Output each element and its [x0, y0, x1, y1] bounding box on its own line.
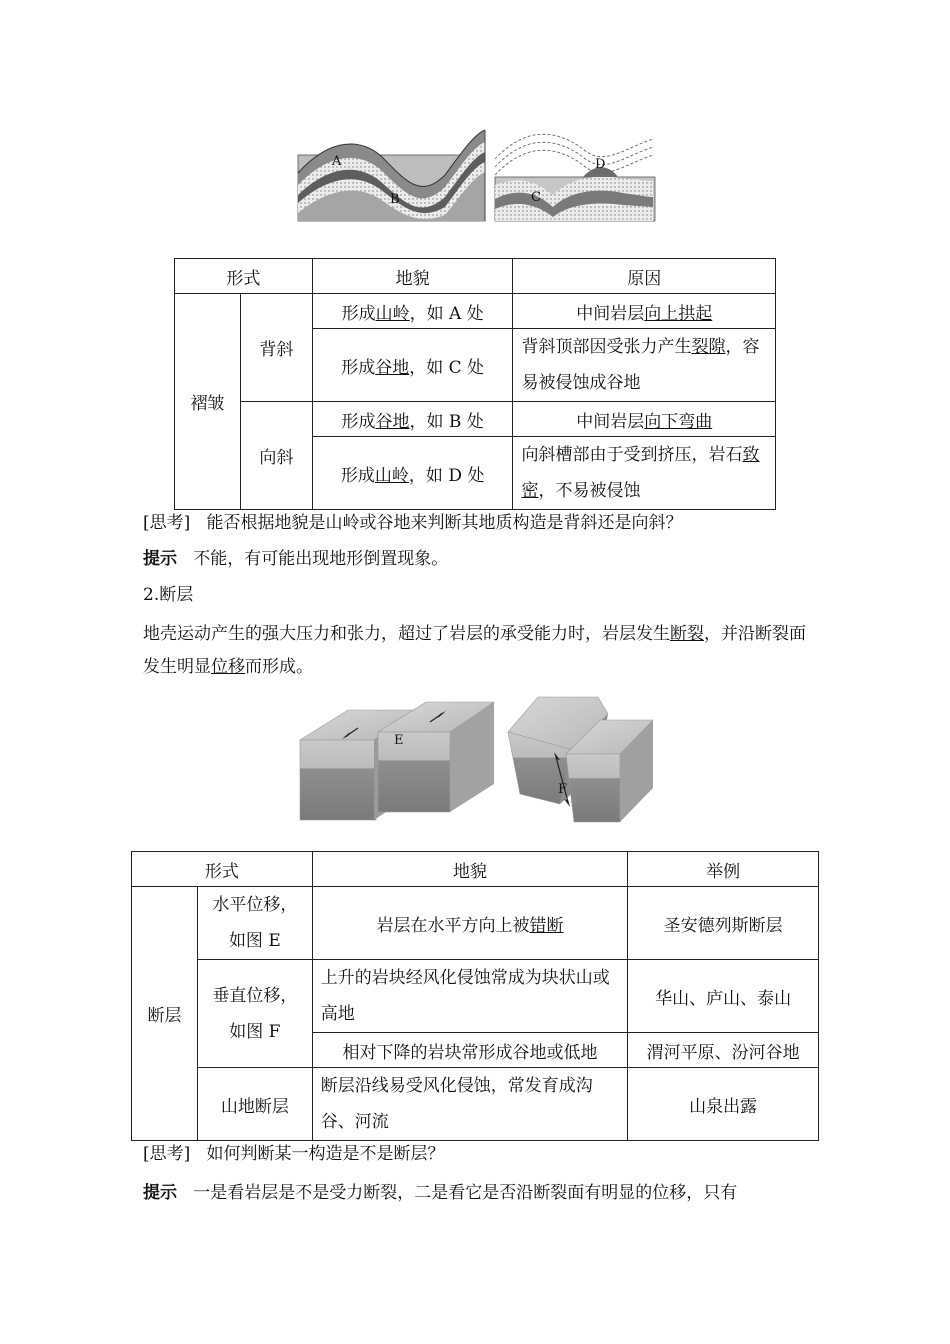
fault-label-f: F [558, 782, 568, 797]
fault-example-cell: 山泉出露 [628, 1068, 819, 1141]
think2-tag: [思考] [143, 1144, 191, 1164]
fold-header-landform: 地貌 [312, 259, 513, 294]
fold-landform-cell: 形成谷地，如 C 处 [312, 329, 513, 402]
fold-label-a: A [332, 154, 342, 169]
fold-block-right [495, 134, 655, 221]
fault-form-cell: 垂直位移，如图 F [197, 960, 312, 1068]
fault-landform-cell: 断层沿线易受风化侵蚀，常发育成沟谷、河流 [312, 1068, 627, 1141]
fold-cause-cell: 中间岩层向上拱起 [513, 294, 776, 329]
fold-category: 褶皱 [175, 294, 241, 510]
section2-heading: 2.断层 [143, 585, 194, 605]
fault-category: 断层 [132, 887, 198, 1141]
fault-label-e: E [394, 733, 404, 748]
think1-hint-label: 提示 [143, 549, 177, 569]
think1-hint [143, 544, 815, 574]
fold-header-cause: 原因 [513, 259, 776, 294]
fold-cause-cell: 中间岩层向下弯曲 [513, 402, 776, 437]
fold-syncline: 向斜 [240, 402, 312, 510]
fold-table [174, 258, 776, 510]
fault-header-example: 举例 [628, 852, 819, 887]
fold-cause-cell: 向斜槽部由于受到挤压，岩石致密，不易被侵蚀 [513, 437, 776, 510]
fault-example-cell: 华山、庐山、泰山 [628, 960, 819, 1033]
fault-landform-cell: 上升的岩块经风化侵蚀常成为块状山或高地 [312, 960, 627, 1033]
fold-figure [295, 125, 660, 225]
fault-header-landform: 地貌 [312, 852, 627, 887]
fold-label-c: C [531, 190, 541, 205]
fault-landform-cell: 岩层在水平方向上被错断 [312, 887, 627, 960]
fault-form-cell: 水平位移，如图 E [197, 887, 312, 960]
think1-hint-text: 不能，有可能出现地形倒置现象。 [193, 549, 449, 569]
fold-landform-cell: 形成谷地，如 B 处 [312, 402, 513, 437]
fold-landform-cell: 形成山岭，如 A 处 [312, 294, 513, 329]
fold-label-d: D [595, 157, 606, 172]
think2-question [143, 1139, 815, 1169]
fold-anticline: 背斜 [240, 294, 312, 402]
think2-hint [143, 1178, 815, 1208]
fold-block-left [298, 130, 485, 221]
section2-body: 地壳运动产生的强大压力和张力，超过了岩层的承受能力时，岩层发生断裂，并沿断裂面发生明显位移而形成。 [143, 624, 806, 677]
fault-landform-cell: 相对下降的岩块常形成谷地或低地 [312, 1033, 627, 1068]
fold-header-form: 形式 [175, 259, 313, 294]
think2-hint-text: 一是看岩层是不是受力断裂，二是看它是否沿断裂面有明显的位移，只有 [193, 1183, 738, 1203]
fault-table [131, 851, 819, 1141]
think1-text: 能否根据地貌是山岭或谷地来判断其地质构造是背斜还是向斜？ [206, 513, 683, 533]
think1-question [143, 508, 815, 538]
fault-figure [298, 692, 660, 827]
fault-header-form: 形式 [132, 852, 313, 887]
fault-form-cell: 山地断层 [197, 1068, 312, 1141]
fault-block-f [508, 697, 653, 822]
think2-hint-label: 提示 [143, 1183, 177, 1203]
fault-example-cell: 圣安德列斯断层 [628, 887, 819, 960]
fold-landform-cell: 形成山岭，如 D 处 [312, 437, 513, 510]
think2-text: 如何判断某一构造是不是断层？ [206, 1144, 445, 1164]
fault-block-e [300, 702, 494, 820]
fold-label-b: B [390, 192, 400, 207]
think1-tag: [思考] [143, 513, 191, 533]
fault-example-cell: 渭河平原、汾河谷地 [628, 1033, 819, 1068]
fold-cause-cell: 背斜顶部因受张力产生裂隙，容易被侵蚀成谷地 [513, 329, 776, 402]
